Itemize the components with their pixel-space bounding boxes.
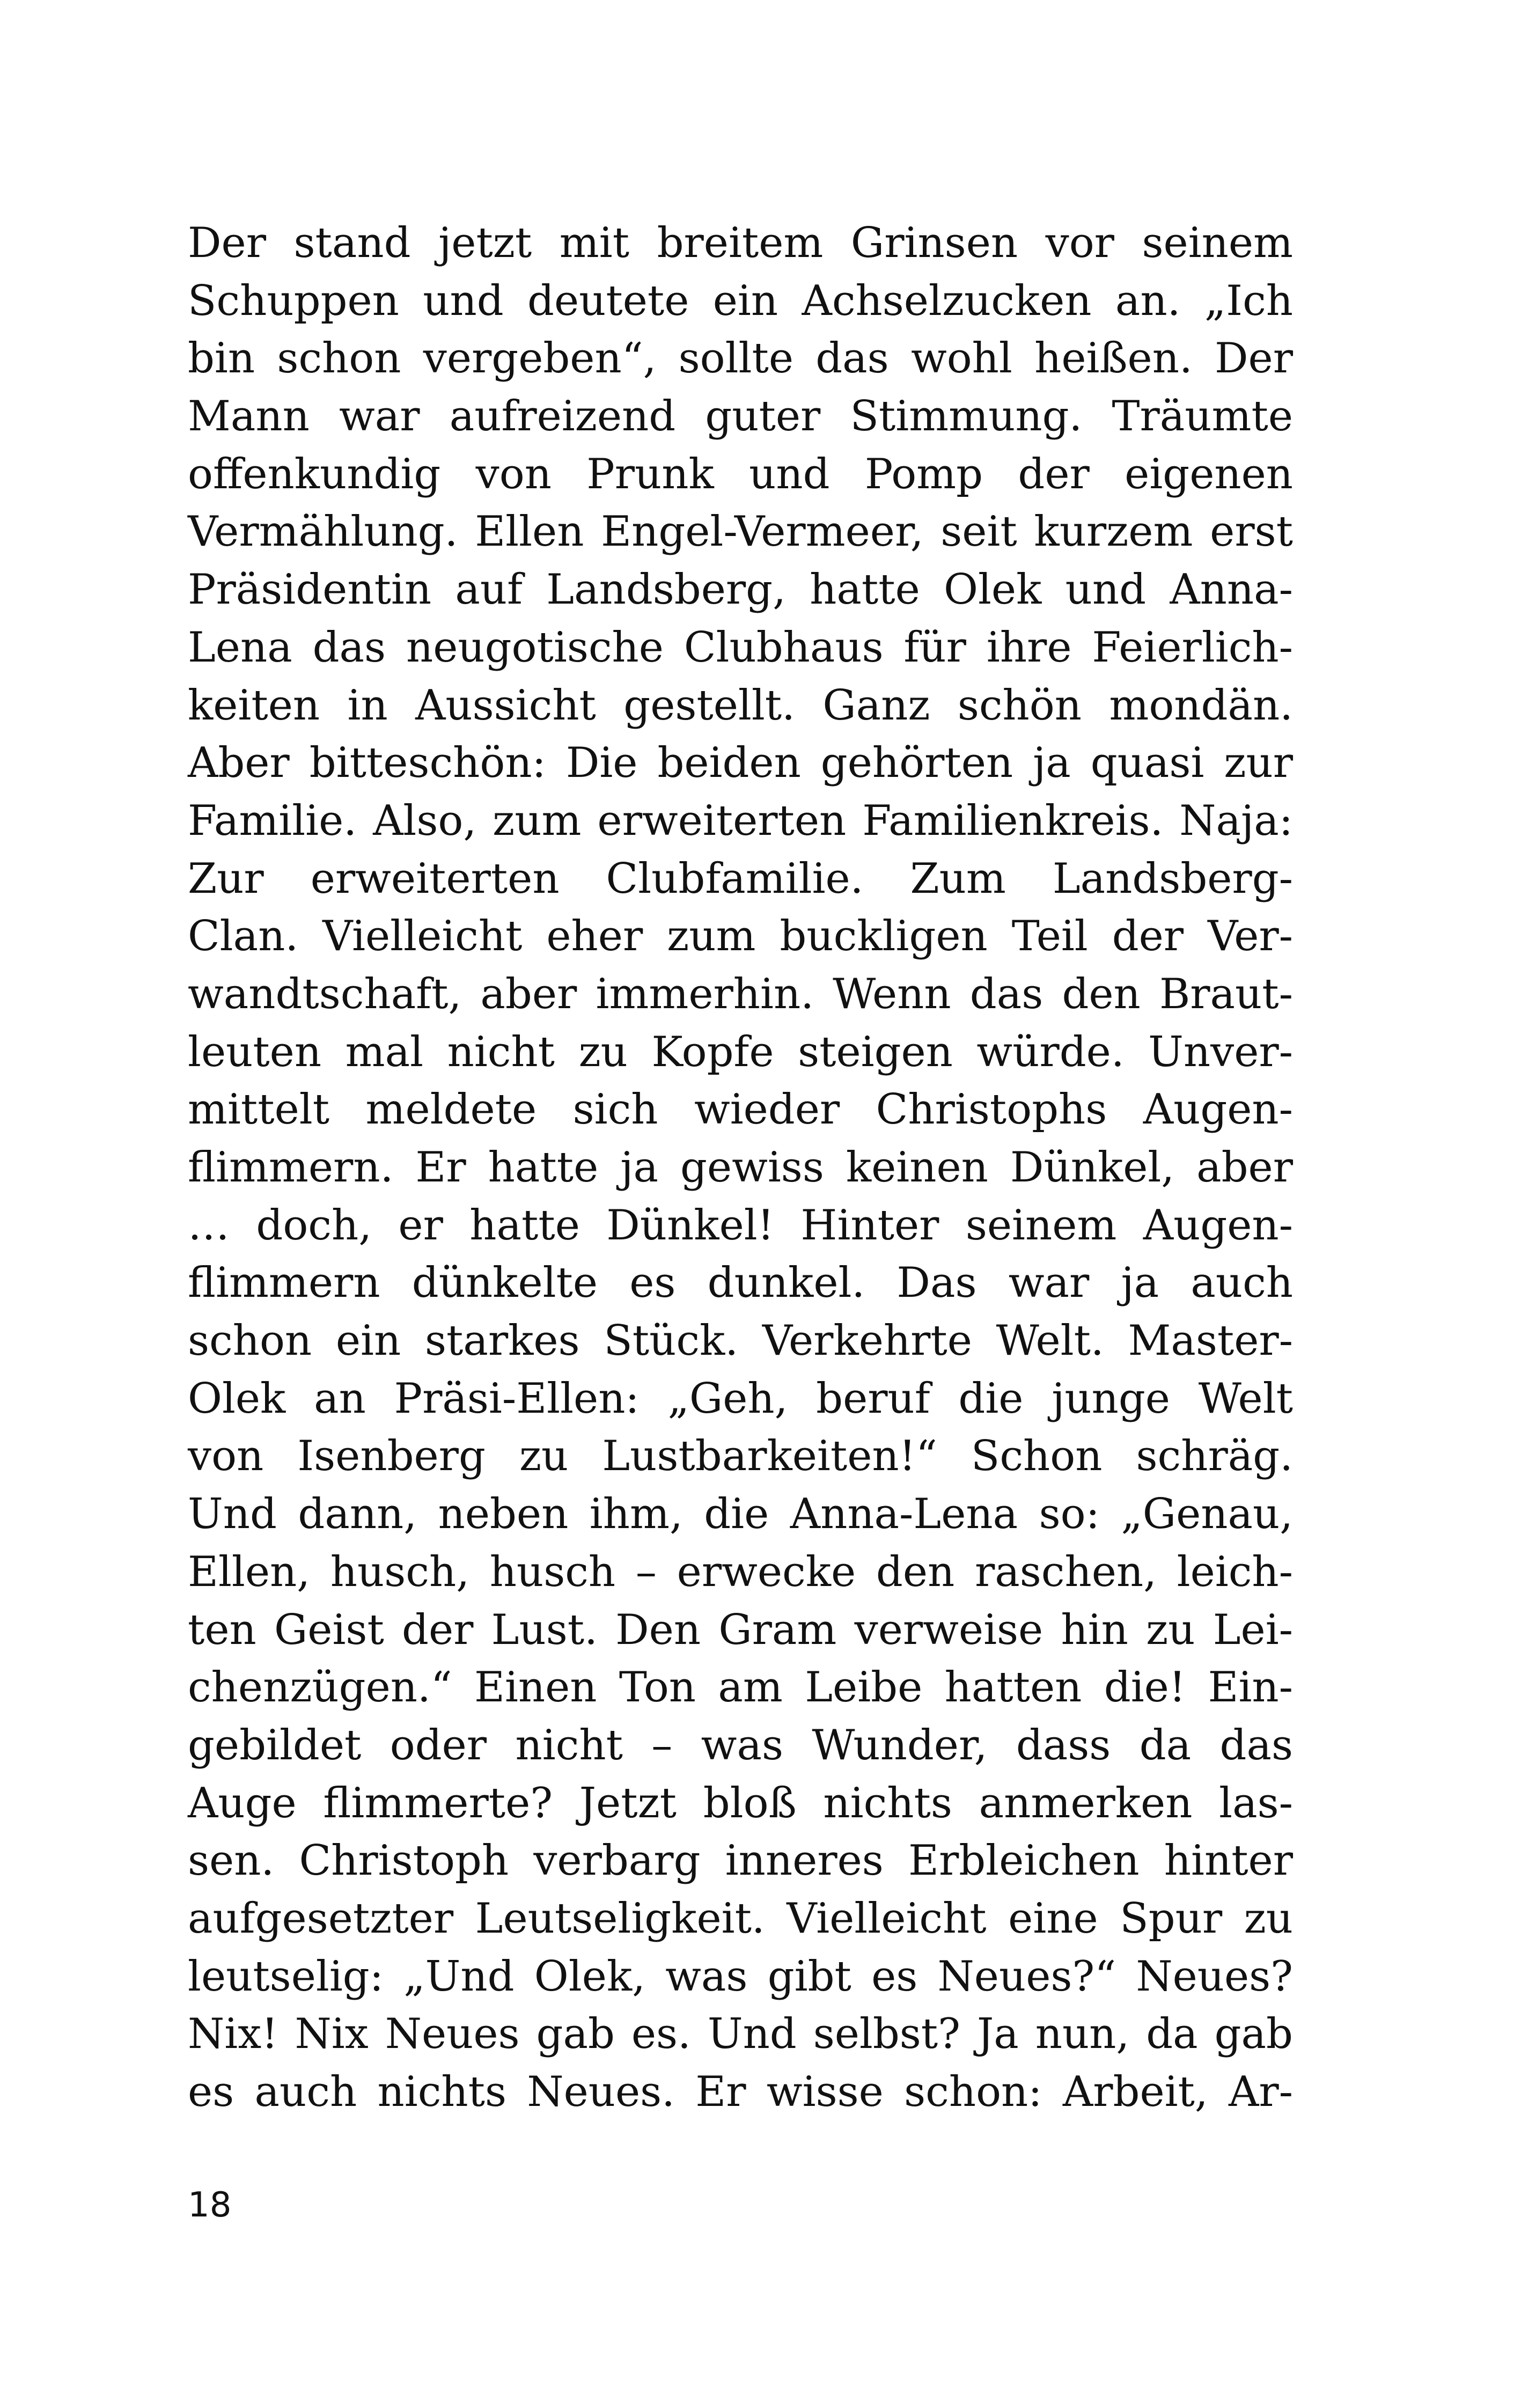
text-line: Clan. Vielleicht eher zum buckligen Teil der Ver-	[188, 912, 1293, 961]
text-line: leutselig: „Und Olek, was gibt es Neues?“ Neues?	[188, 1952, 1293, 2001]
text-line: … doch, er hatte Dünkel! Hinter seinem Augen-	[188, 1201, 1293, 1250]
text-line: Ellen, husch, husch – erwecke den raschen, leich-	[188, 1547, 1293, 1596]
text-line: Auge flimmerte? Jetzt bloß nichts anmerken las-	[188, 1779, 1293, 1827]
text-line: Zur erweiterten Clubfamilie. Zum Landsberg-	[188, 854, 1293, 903]
page-number: 18	[188, 2185, 232, 2225]
text-line: flimmern. Er hatte ja gewiss keinen Dünkel, aber	[188, 1143, 1293, 1192]
text-line: Und dann, neben ihm, die Anna-Lena so: „Genau,	[188, 1490, 1293, 1539]
text-line: von Isenberg zu Lustbarkeiten!“ Schon schräg.	[188, 1432, 1293, 1481]
text-line: Vermählung. Ellen Engel-Vermeer, seit kurzem erst	[188, 508, 1293, 556]
text-line: Olek an Präsi-Ellen: „Geh, beruf die junge Welt	[188, 1374, 1293, 1423]
text-line: keiten in Aussicht gestellt. Ganz schön mondän.	[188, 681, 1293, 730]
text-line: wandtschaft, aber immerhin. Wenn das den Braut-	[188, 970, 1293, 1018]
text-line: aufgesetzter Leutseligkeit. Vielleicht eine Spur zu	[188, 1894, 1293, 1943]
text-line: offenkundig von Prunk und Pomp der eigenen	[188, 450, 1293, 498]
text-line: Der stand jetzt mit breitem Grinsen vor seinem	[188, 219, 1293, 267]
text-line: Aber bitteschön: Die beiden gehörten ja quasi zur	[188, 739, 1293, 788]
text-line: sen. Christoph verbarg inneres Erbleichen hinter	[188, 1837, 1293, 1885]
text-line: Präsidentin auf Landsberg, hatte Olek und Anna-	[188, 566, 1293, 614]
text-line: gebildet oder nicht – was Wunder, dass da das	[188, 1721, 1293, 1770]
text-line: leuten mal nicht zu Kopfe steigen würde. Unver-	[188, 1027, 1293, 1076]
text-line: mittelt meldete sich wieder Christophs Augen-	[188, 1085, 1293, 1134]
text-line: ten Geist der Lust. Den Gram verweise hin zu Lei-	[188, 1605, 1293, 1654]
text-line: es auch nichts Neues. Er wisse schon: Arbeit, Ar-	[188, 2068, 1293, 2116]
text-line: Nix! Nix Neues gab es. Und selbst? Ja nun, da gab	[188, 2010, 1293, 2059]
text-line: Lena das neugotische Clubhaus für ihre Feierlich-	[188, 623, 1293, 672]
body-text	[188, 215, 1293, 2121]
text-line: chenzügen.“ Einen Ton am Leibe hatten die! Ein-	[188, 1663, 1293, 1712]
text-line: Mann war aufreizend guter Stimmung. Träumte	[188, 392, 1293, 441]
text-line: flimmern dünkelte es dunkel. Das war ja auch	[188, 1259, 1293, 1308]
text-line: Familie. Also, zum erweiterten Familienkreis. Naja:	[188, 796, 1293, 845]
text-line: Schuppen und deutete ein Achselzucken an. „Ich	[188, 276, 1293, 325]
text-line: schon ein starkes Stück. Verkehrte Welt. Master-	[188, 1317, 1293, 1365]
text-line: bin schon vergeben“, sollte das wohl heißen. Der	[188, 334, 1293, 383]
